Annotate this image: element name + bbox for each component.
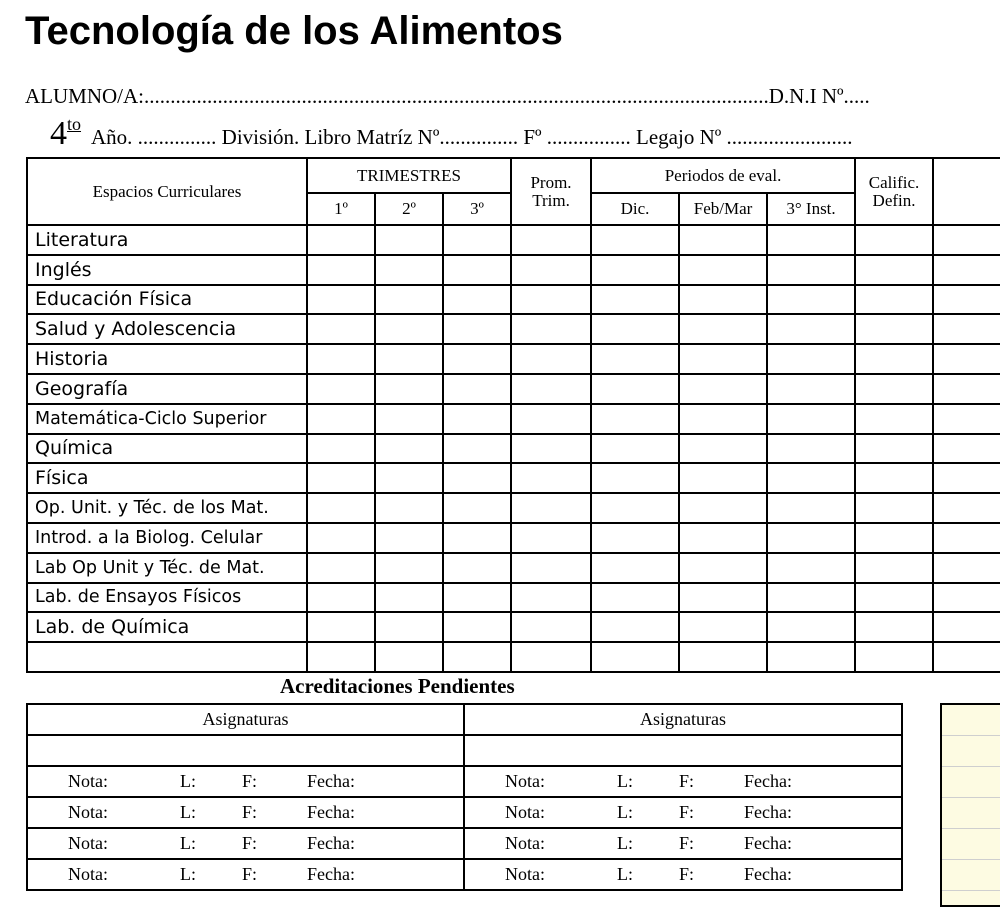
grade-cell[interactable] [307,583,375,613]
acreditacion-cell-left[interactable] [27,859,464,890]
grade-cell[interactable] [511,553,591,583]
grade-cell[interactable] [767,493,855,523]
subject-name: Lab. de Química [27,612,307,642]
grade-cell[interactable] [307,493,375,523]
header-trimestre-1: 1º [307,193,375,225]
grade-cell[interactable] [375,225,443,255]
grade-cell[interactable] [375,374,443,404]
subject-row [27,225,1000,255]
header-calific-defin [855,158,933,225]
grade-cell[interactable] [307,434,375,464]
nota-label: Nota: [505,771,545,791]
header-trimestres: TRIMESTRES [307,158,511,193]
header-periodo-dic: Dic. [591,193,679,225]
grade-cell[interactable] [511,314,591,344]
grade-cell[interactable] [855,434,933,464]
fecha-label: Fecha: [744,833,792,853]
header-calific-label: Calific. [868,172,920,192]
grade-cell[interactable] [511,225,591,255]
grade-cell[interactable] [933,255,1000,285]
grade-cell[interactable] [375,523,443,553]
nota-label: Nota: [68,771,108,791]
asignaturas-header-right: Asignaturas [464,704,902,735]
grade-cell[interactable] [591,463,679,493]
libro-label: L: [617,864,633,884]
grade-cell[interactable] [375,463,443,493]
grade-cell[interactable] [591,404,679,434]
header-defin-label: Defin. [872,190,916,210]
grade-cell[interactable] [443,434,511,464]
acreditacion-row [27,828,902,859]
subject-row [27,255,1000,285]
acreditacion-cell-left[interactable] [27,766,464,797]
grade-cell[interactable] [679,314,767,344]
subject-row [27,314,1000,344]
subject-name: Historia [27,344,307,374]
grade-cell[interactable] [767,374,855,404]
subject-row [27,285,1000,315]
subject-row [27,553,1000,583]
grade-cell[interactable] [591,523,679,553]
grade-cell[interactable] [375,255,443,285]
grade-cell[interactable] [679,374,767,404]
grade-cell[interactable] [443,404,511,434]
grade-cell[interactable] [443,225,511,255]
grade-cell[interactable] [511,255,591,285]
grade-cell[interactable] [375,642,443,672]
nota-label: Nota: [68,802,108,822]
header-trim-label: Trim. [532,190,570,210]
side-panel-row [942,736,1000,767]
header-periodo-3-inst: 3° Inst. [767,193,855,225]
grade-cell[interactable] [443,314,511,344]
grade-cell[interactable] [933,493,1000,523]
grade-cell[interactable] [767,314,855,344]
libro-label: L: [180,833,196,853]
grade-cell[interactable] [443,255,511,285]
side-panel-row [942,767,1000,798]
subject-row [27,434,1000,464]
grade-cell[interactable] [933,374,1000,404]
subject-row [27,374,1000,404]
grade-cell[interactable] [855,493,933,523]
grade-cell[interactable] [933,225,1000,255]
grade-cell[interactable] [375,434,443,464]
grade-cell[interactable] [511,493,591,523]
grade-cell[interactable] [933,463,1000,493]
grade-cell[interactable] [591,434,679,464]
grade-cell[interactable] [511,434,591,464]
grade-cell[interactable] [933,523,1000,553]
grade-cell[interactable] [855,553,933,583]
header-espacios-curriculares: Espacios Curriculares [27,158,307,225]
subject-name: Salud y Adolescencia [27,314,307,344]
grade-cell[interactable] [679,612,767,642]
side-yellow-panel [940,703,1000,907]
grade-cell[interactable] [307,374,375,404]
fecha-label: Fecha: [744,771,792,791]
libro-label: L: [617,833,633,853]
grade-cell[interactable] [511,374,591,404]
nota-label: Nota: [68,833,108,853]
libro-label: L: [180,771,196,791]
asignatura-blank-right [464,735,902,766]
grades-table [26,157,1000,673]
grade-cell[interactable] [591,553,679,583]
grade-cell[interactable] [591,225,679,255]
grade-cell[interactable] [511,285,591,315]
acreditacion-cell-right[interactable] [464,797,902,828]
grade-cell[interactable] [855,404,933,434]
grade-cell[interactable] [443,493,511,523]
fecha-label: Fecha: [744,864,792,884]
grade-cell[interactable] [933,434,1000,464]
grade-cell[interactable] [679,285,767,315]
grade-cell[interactable] [591,314,679,344]
grade-cell[interactable] [307,553,375,583]
grade-cell[interactable] [679,493,767,523]
side-panel-row [942,829,1000,860]
grade-cell[interactable] [443,374,511,404]
grade-cell[interactable] [375,612,443,642]
subject-name: Introd. a la Biolog. Celular [27,523,307,553]
grade-cell[interactable] [855,523,933,553]
folio-label: F: [242,771,258,791]
nota-label: Nota: [505,864,545,884]
year-number: 4 [50,115,67,152]
grade-cell[interactable] [591,285,679,315]
header-periodo-feb-mar: Feb/Mar [679,193,767,225]
grade-cell[interactable] [511,583,591,613]
grade-cell[interactable] [679,434,767,464]
acreditaciones-table [26,703,903,891]
libro-label: L: [617,802,633,822]
grade-cell[interactable] [767,404,855,434]
grade-cell[interactable] [591,642,679,672]
grade-cell[interactable] [443,583,511,613]
asignatura-blank-left [27,735,464,766]
acreditaciones-title: Acreditaciones Pendientes [280,674,515,698]
subject-row [27,344,1000,374]
grade-cell[interactable] [767,434,855,464]
grade-cell[interactable] [933,285,1000,315]
grade-cell[interactable] [767,612,855,642]
grade-cell[interactable] [933,612,1000,642]
grade-cell[interactable] [855,642,933,672]
folio-label: F: [679,771,695,791]
grade-cell[interactable] [443,344,511,374]
grade-cell[interactable] [443,553,511,583]
subject-name: Lab Op Unit y Téc. de Mat. [27,553,307,583]
grade-cell[interactable] [933,404,1000,434]
folio-label: F: [679,833,695,853]
libro-label: L: [180,864,196,884]
subject-row [27,583,1000,613]
grade-cell[interactable] [307,225,375,255]
nota-label: Nota: [505,833,545,853]
grade-cell[interactable] [443,463,511,493]
grade-cell[interactable] [591,374,679,404]
grade-cell[interactable] [375,404,443,434]
grade-cell[interactable] [591,612,679,642]
grade-cell[interactable] [679,583,767,613]
grade-cell[interactable] [443,285,511,315]
grade-cell[interactable] [307,463,375,493]
acreditacion-cell-right[interactable] [464,828,902,859]
grade-cell[interactable] [511,404,591,434]
grade-cell[interactable] [511,344,591,374]
subject-name: Educación Física [27,285,307,315]
subject-row [27,642,1000,672]
header-trimestre-3: 3º [443,193,511,225]
grade-cell[interactable] [511,463,591,493]
grade-cell[interactable] [679,225,767,255]
grade-cell[interactable] [307,285,375,315]
subject-row [27,463,1000,493]
grade-cell[interactable] [767,523,855,553]
grade-cell[interactable] [855,463,933,493]
fecha-label: Fecha: [307,802,355,822]
acreditacion-row [27,797,902,828]
acreditacion-row [27,766,902,797]
nota-label: Nota: [505,802,545,822]
grade-cell[interactable] [855,612,933,642]
grade-cell[interactable] [679,642,767,672]
grade-cell[interactable] [679,553,767,583]
subject-row [27,493,1000,523]
grade-cell[interactable] [855,374,933,404]
grade-cell[interactable] [679,344,767,374]
grade-cell[interactable] [307,404,375,434]
grade-cell[interactable] [307,314,375,344]
grade-cell[interactable] [375,493,443,523]
side-panel-row [942,860,1000,891]
grade-cell[interactable] [591,344,679,374]
grade-cell[interactable] [767,225,855,255]
grade-cell[interactable] [375,344,443,374]
grade-cell[interactable] [855,344,933,374]
grade-cell[interactable] [307,642,375,672]
grade-cell[interactable] [767,642,855,672]
grade-cell[interactable] [933,642,1000,672]
grade-cell[interactable] [767,255,855,285]
alumno-dni-line: ALUMNO/A:.......................................................................................................................D.N.I Nº..... [25,84,870,108]
grade-cell[interactable] [679,463,767,493]
grade-cell[interactable] [511,642,591,672]
header-prom-trim [511,158,591,225]
fecha-label: Fecha: [307,864,355,884]
acreditacion-row [27,859,902,890]
grade-cell[interactable] [933,314,1000,344]
grade-cell[interactable] [767,553,855,583]
grade-cell[interactable] [375,583,443,613]
subject-row [27,404,1000,434]
grade-cell[interactable] [511,523,591,553]
grade-cell[interactable] [679,255,767,285]
grade-cell[interactable] [591,583,679,613]
grade-cell[interactable] [855,255,933,285]
acreditacion-cell-left[interactable] [27,828,464,859]
grade-cell[interactable] [307,612,375,642]
year-division-line [50,114,853,153]
grade-cell[interactable] [855,225,933,255]
grade-cell[interactable] [375,314,443,344]
folio-label: F: [242,833,258,853]
grade-cell[interactable] [679,404,767,434]
header-prom-label: Prom. [530,172,572,192]
grade-cell[interactable] [443,642,511,672]
acreditacion-cell-right[interactable] [464,766,902,797]
grade-cell[interactable] [855,314,933,344]
grade-cell[interactable] [375,285,443,315]
header-periodos-eval: Periodos de eval. [591,158,855,193]
folio-label: F: [679,802,695,822]
grade-cell[interactable] [591,493,679,523]
grade-cell[interactable] [767,463,855,493]
libro-label: L: [180,802,196,822]
grade-cell[interactable] [679,523,767,553]
subject-row [27,523,1000,553]
subject-name: Op. Unit. y Téc. de los Mat. [27,493,307,523]
folio-label: F: [679,864,695,884]
grade-cell[interactable] [443,523,511,553]
side-panel-row [942,798,1000,829]
acreditacion-cell-left[interactable] [27,797,464,828]
grade-cell[interactable] [307,344,375,374]
grade-cell[interactable] [767,583,855,613]
grade-cell[interactable] [855,583,933,613]
subject-name: Física [27,463,307,493]
grade-cell[interactable] [933,553,1000,583]
subject-name [27,642,307,672]
subject-name: Inglés [27,255,307,285]
side-panel-row [942,705,1000,736]
year-suffix: to [67,114,82,134]
grade-cell[interactable] [443,612,511,642]
subject-name: Matemática-Ciclo Superior [27,404,307,434]
grade-cell[interactable] [767,344,855,374]
folio-label: F: [242,864,258,884]
header-extra-column [933,158,1000,225]
asignaturas-header-left: Asignaturas [27,704,464,735]
folio-label: F: [242,802,258,822]
grade-cell[interactable] [933,344,1000,374]
grade-cell[interactable] [307,255,375,285]
header-trimestre-2: 2º [375,193,443,225]
fecha-label: Fecha: [307,833,355,853]
grade-cell[interactable] [767,285,855,315]
grade-cell[interactable] [511,612,591,642]
division-libro-legajo: Año. ............... División. Libro Matríz Nº............... Fº ................ Legajo Nº ........................ [91,125,853,149]
page-title: Tecnología de los Alimentos [25,9,563,53]
subject-name: Lab. de Ensayos Físicos [27,583,307,613]
grade-cell[interactable] [375,553,443,583]
grade-cell[interactable] [855,285,933,315]
subject-row [27,612,1000,642]
subject-name: Química [27,434,307,464]
grade-cell[interactable] [591,255,679,285]
nota-label: Nota: [68,864,108,884]
libro-label: L: [617,771,633,791]
acreditacion-cell-right[interactable] [464,859,902,890]
fecha-label: Fecha: [744,802,792,822]
subject-name: Literatura [27,225,307,255]
subject-name: Geografía [27,374,307,404]
grade-cell[interactable] [307,523,375,553]
fecha-label: Fecha: [307,771,355,791]
grade-cell[interactable] [933,583,1000,613]
